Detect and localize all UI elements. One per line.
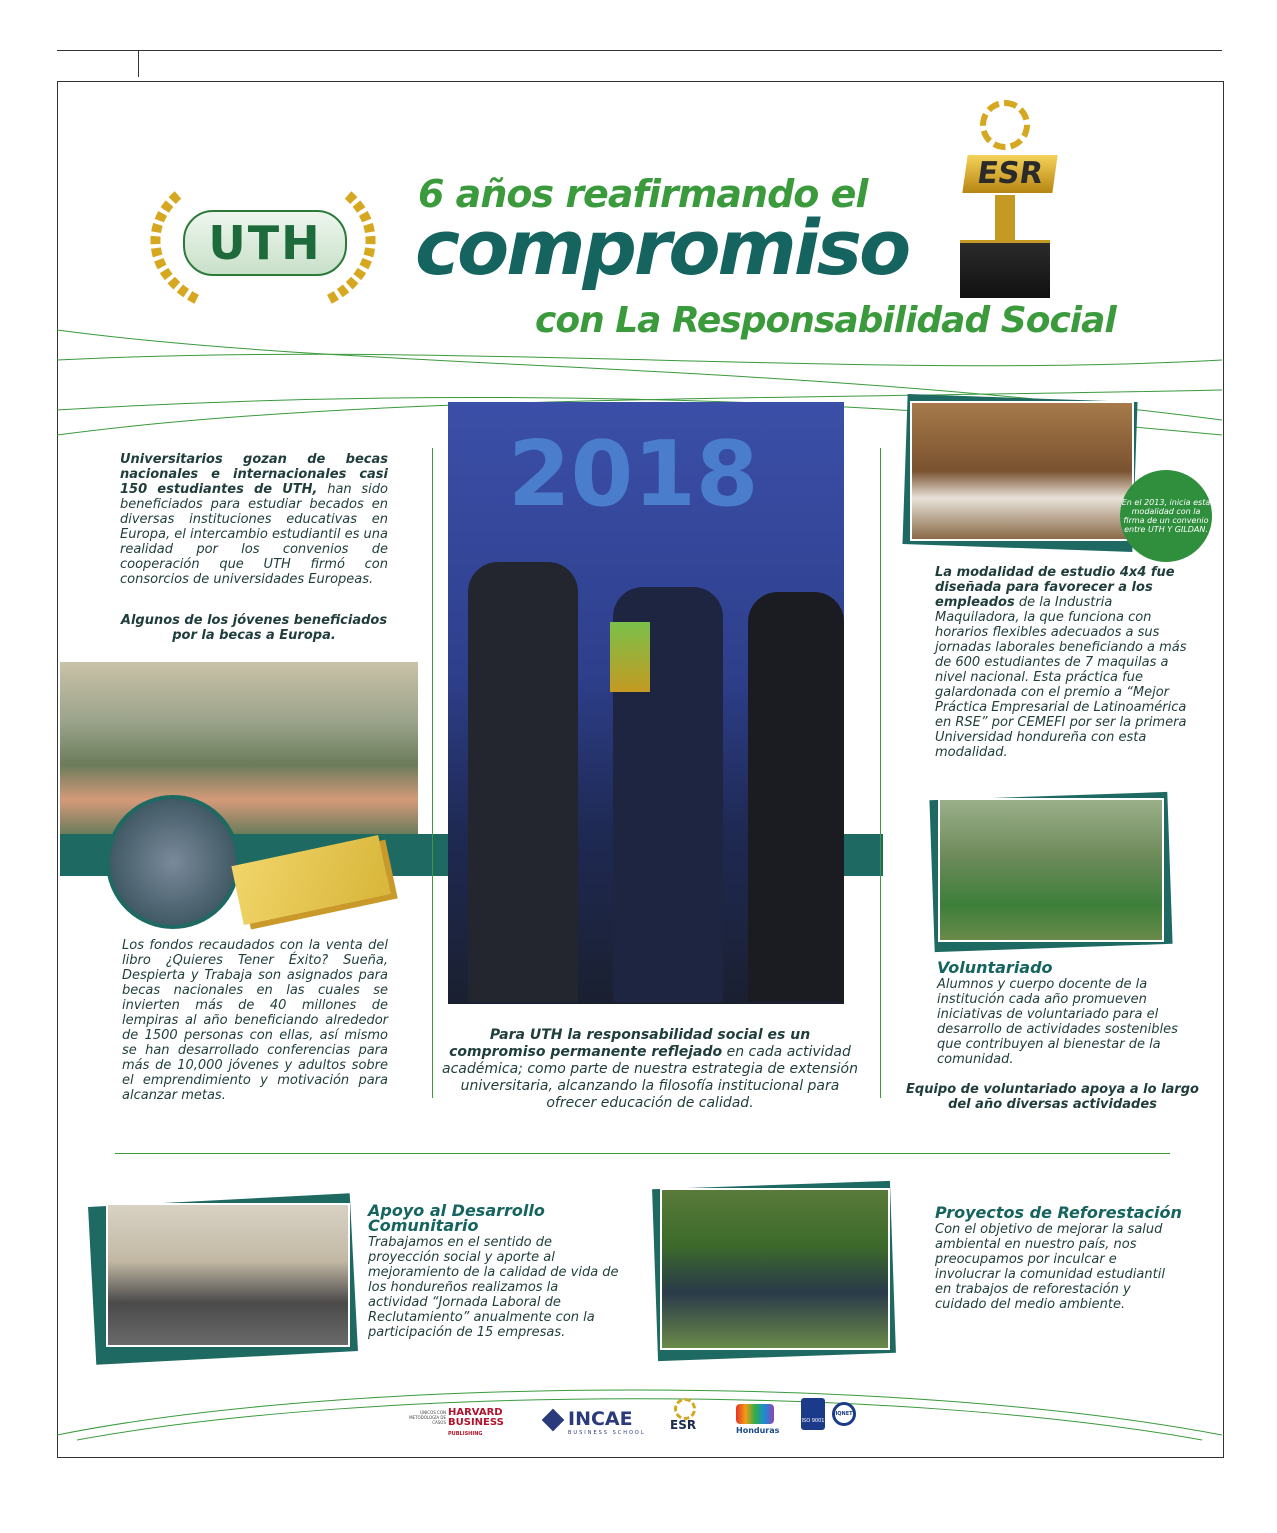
trophy-base <box>960 240 1050 298</box>
footer-swoosh-lines <box>57 1365 1222 1455</box>
incae-logo: INCAE <box>568 1408 633 1430</box>
honduras-brand-icon <box>736 1404 774 1424</box>
award-ceremony-photo <box>448 402 844 1004</box>
iso-badge: ISO 9001 <box>801 1398 825 1430</box>
conference-circle-photo <box>106 795 240 929</box>
apoyo-paragraph: Trabajamos en el sentido de proyección social y aporte al mejoramiento de la calidad de vida de los hondureños realizamos la actividad “Jornada Laboral de Reclutamiento” anualmente con la participación de 15 empresas. <box>368 1235 619 1340</box>
becas-photo-caption: Algunos de los jóvenes beneficiados por la becas a Europa. <box>120 613 388 643</box>
person-left <box>468 562 578 1002</box>
esr-gear-icon <box>674 1398 696 1420</box>
right-divider <box>880 448 881 1098</box>
section-separator <box>115 1153 1170 1154</box>
fondos-paragraph: Los fondos recaudados con la venta del libro ¿Quieres Tener Éxito? Sueña, Despierta y Trabaja son asignados para becas nacionales en las cuales se invierten más de 40 millones de lempiras al año beneficiando alrededor de 1500 personas con ellas, así mismo se han desarrollado conferencias para más de 10,000 jóvenes y adultos sobre el emprendimiento y motivación para alcanzar metas. <box>122 938 388 1103</box>
top-rule-tick <box>138 50 139 77</box>
reforest-photo <box>662 1190 888 1348</box>
esr-footer-logo: ESR <box>670 1418 697 1432</box>
harvard-small-text: ÚNICOS CON METODOLOGÍA DE CASOS <box>409 1410 446 1425</box>
modalidad-rest: de la Industria Maquiladora, la que funciona con horarios flexibles adecuados a sus jornadas laborales beneficiando a más de 600 estudiantes de 7 maquilas a nivel nacional. Esta práctica fue galardonada con el premio a “Mejor Práctica Empresarial de Latinoamérica en RSE” por CEMEFI por ser la primera Universidad hondureña con esta modalidad. <box>935 595 1187 760</box>
apoyo-photo <box>108 1205 348 1345</box>
esr-trophy <box>955 100 1065 300</box>
reforest-title: Proyectos de Reforestación <box>935 1203 1182 1222</box>
iqnet-badge: IQNET <box>832 1402 856 1426</box>
harvard-logo-sub: PUBLISHING <box>448 1431 483 1437</box>
uth-logo <box>138 175 388 315</box>
voluntariado-caption: Equipo de voluntariado apoya a lo largo del año diversas actividades <box>906 1082 1199 1112</box>
reforest-paragraph: Con el objetivo de mejorar la salud ambiental en nuestro país, nos preocupamos por inculcar e involucrar la comunidad estudiantil en trabajos de reforestación y cuidado del medio ambiente. <box>935 1222 1165 1312</box>
honduras-logo: Honduras <box>736 1426 780 1435</box>
center-caption-bold: Para UTH la responsabilidad social es un compromiso permanente reflejado <box>449 1027 811 1060</box>
trophy-in-hand <box>610 622 650 692</box>
top-rule <box>57 50 1222 51</box>
center-caption-rest: en cada actividad académica; como parte de nuestra estrategia de extensión universitaria, alcanzando la filosofía institucional para ofrecer educación de calidad. <box>442 1044 858 1111</box>
signing-photo <box>912 403 1132 539</box>
esr-trophy-label: ESR <box>962 155 1057 193</box>
becas-paragraph <box>120 452 388 587</box>
modalidad-paragraph <box>935 565 1187 760</box>
stage-year-text: 2018 <box>508 422 759 527</box>
modalidad-bold: La modalidad de estudio 4x4 fue diseñada para favorecer a los empleados <box>935 565 1175 610</box>
apoyo-title: Apoyo al Desarrollo Comunitario <box>368 1201 545 1235</box>
becas-intro-bold: Universitarios gozan de becas nacionales e internacionales casi 150 estudiantes de UTH, <box>120 452 388 497</box>
voluntariado-paragraph: Alumnos y cuerpo docente de la institución cada año promueven iniciativas de voluntariado para el desarrollo de actividades sostenibles que contribuyen al bienestar de la comunidad. <box>937 977 1178 1067</box>
harvard-logo-text: HARVARD BUSINESS <box>448 1407 504 1428</box>
title-line-1: 6 años reafirmando el <box>418 172 868 216</box>
voluntariado-title: Voluntariado <box>937 958 1053 977</box>
becas-intro-rest: han sido beneficiados para estudiar becados en diversas instituciones educativas en Europa, el intercambio estudiantil es una realidad por los convenios de cooperación que UTH firmó con consorcios de universidades Europeas. <box>120 482 388 587</box>
title-line-3: con La Responsabilidad Social <box>535 300 1116 341</box>
harvard-logo <box>448 1408 512 1439</box>
students-group-photo <box>60 662 418 834</box>
uth-logo-text: UTH <box>183 210 347 276</box>
incae-sub: BUSINESS SCHOOL <box>568 1430 646 1436</box>
title-line-2: compromiso <box>415 203 909 292</box>
trophy-stem <box>995 195 1015 240</box>
gear-icon <box>980 100 1030 150</box>
volunteers-photo <box>940 800 1162 940</box>
center-caption <box>440 1027 860 1112</box>
gildan-caption-circle: En el 2013, inicia esta modalidad con la firma de un convenio entre UTH Y GILDAN. <box>1120 470 1212 562</box>
left-divider <box>432 448 433 1098</box>
person-right <box>748 592 844 1002</box>
